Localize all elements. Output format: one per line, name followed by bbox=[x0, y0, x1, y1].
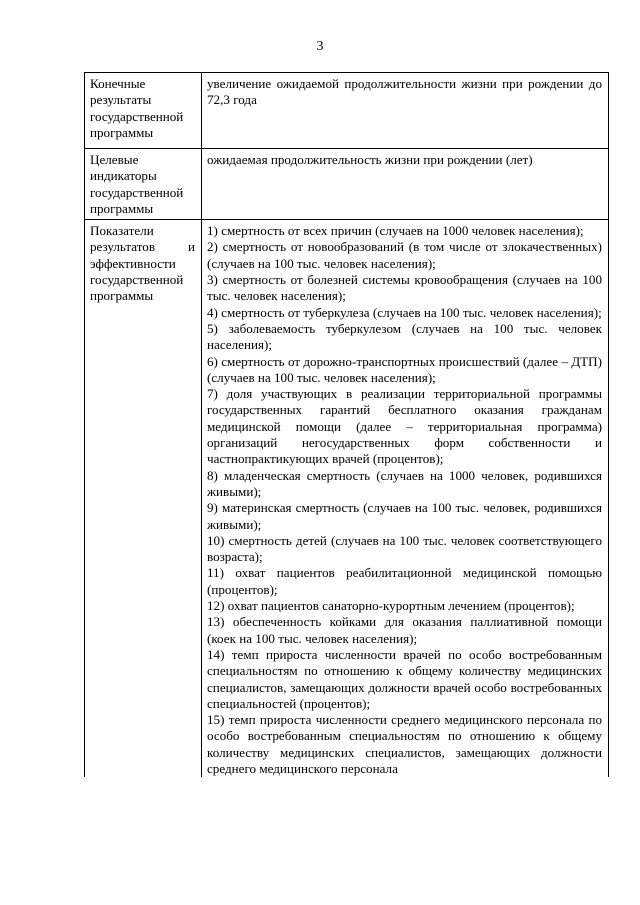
label-line: государственной bbox=[90, 184, 184, 200]
list-item: 9) материнская смертность (случаев на 100 тыс. человек, родившихся живыми); bbox=[207, 500, 602, 532]
page-number: 3 bbox=[316, 39, 324, 54]
label-line: индикаторы bbox=[90, 168, 157, 184]
label-line: программы bbox=[90, 200, 154, 216]
list-item: 8) младенческая смертность (случаев на 1000 человек, родившихся живыми); bbox=[207, 467, 602, 499]
list-item: 1) смертность от всех причин (случаев на 1000 человек населения); bbox=[207, 223, 584, 239]
label-line bbox=[90, 239, 195, 255]
label-line: результаты bbox=[90, 92, 152, 108]
list-item: 3) смертность от болезней системы кровообращения (случаев на 100 тыс. человек населения); bbox=[207, 272, 602, 304]
label-line: государственной bbox=[90, 272, 184, 288]
list-item: 5) заболеваемость туберкулезом (случаев на 100 тыс. человек населения); bbox=[207, 320, 602, 353]
row-value bbox=[202, 73, 609, 149]
list-item: 15) темп прироста численности среднего медицинского персонала по особо востребованным специальностям по отношению к общему количеству медицинских специалистов, замещающих должности среднего медицинского персонала bbox=[207, 712, 602, 776]
label-line: Конечные bbox=[90, 76, 146, 91]
label-line: Целевые bbox=[90, 152, 139, 167]
table-row bbox=[85, 220, 609, 778]
table-row bbox=[85, 149, 609, 220]
row-value bbox=[202, 149, 609, 220]
list-item: 7) доля участвующих в реализации территориальной программы государственных гарантий бесплатного оказания гражданам медицинской помощи (далее – территориальная программа) организаций негосударственных форм собственности и частнопрактикующих врачей (процентов); bbox=[207, 386, 602, 467]
final-results-text: увеличение ожидаемой продолжительности жизни при рождении до 72,3 года bbox=[207, 76, 602, 108]
list-item: 10) смертность детей (случаев на 100 тыс. человек соответствующего возраста); bbox=[207, 532, 602, 565]
list-item: 4) смертность от туберкулеза (случаев на 100 тыс. человек населения); bbox=[207, 304, 602, 320]
label-line: эффективности bbox=[90, 255, 176, 271]
row-label bbox=[85, 149, 202, 220]
label-line: государственной bbox=[90, 108, 184, 124]
label-line: программы bbox=[90, 288, 154, 304]
label-word: результатов bbox=[90, 239, 156, 255]
label-word: и bbox=[187, 239, 195, 255]
table-row bbox=[85, 73, 609, 149]
list-item: 12) охват пациентов санаторно-курортным лечением (процентов); bbox=[207, 598, 575, 614]
row-label bbox=[85, 73, 202, 149]
list-item: 13) обеспеченность койками для оказания паллиативной помощи (коек на 100 тыс. человек населения); bbox=[207, 614, 602, 646]
row-label bbox=[85, 220, 202, 778]
list-item: 2) смертность от новообразований (в том числе от злокачественных) (случаев на 100 тыс. человек населения); bbox=[207, 239, 602, 271]
list-item: 11) охват пациентов реабилитационной медицинской помощью (процентов); bbox=[207, 565, 602, 597]
target-indicators-text: ожидаемая продолжительность жизни при рождении (лет) bbox=[207, 152, 533, 167]
program-passport-table bbox=[84, 72, 609, 777]
list-item: 6) смертность от дорожно-транспортных происшествий (далее – ДТП) (случаев на 100 тыс. человек населения); bbox=[207, 353, 602, 385]
row-value bbox=[202, 220, 609, 778]
label-line: Показатели bbox=[90, 223, 154, 239]
label-line: программы bbox=[90, 124, 154, 140]
list-item: 14) темп прироста численности врачей по особо востребованным специальностям по отношению к общему количеству медицинских специалистов, замещающих должности врачей особо востребованных специальностей (процентов); bbox=[207, 646, 602, 711]
